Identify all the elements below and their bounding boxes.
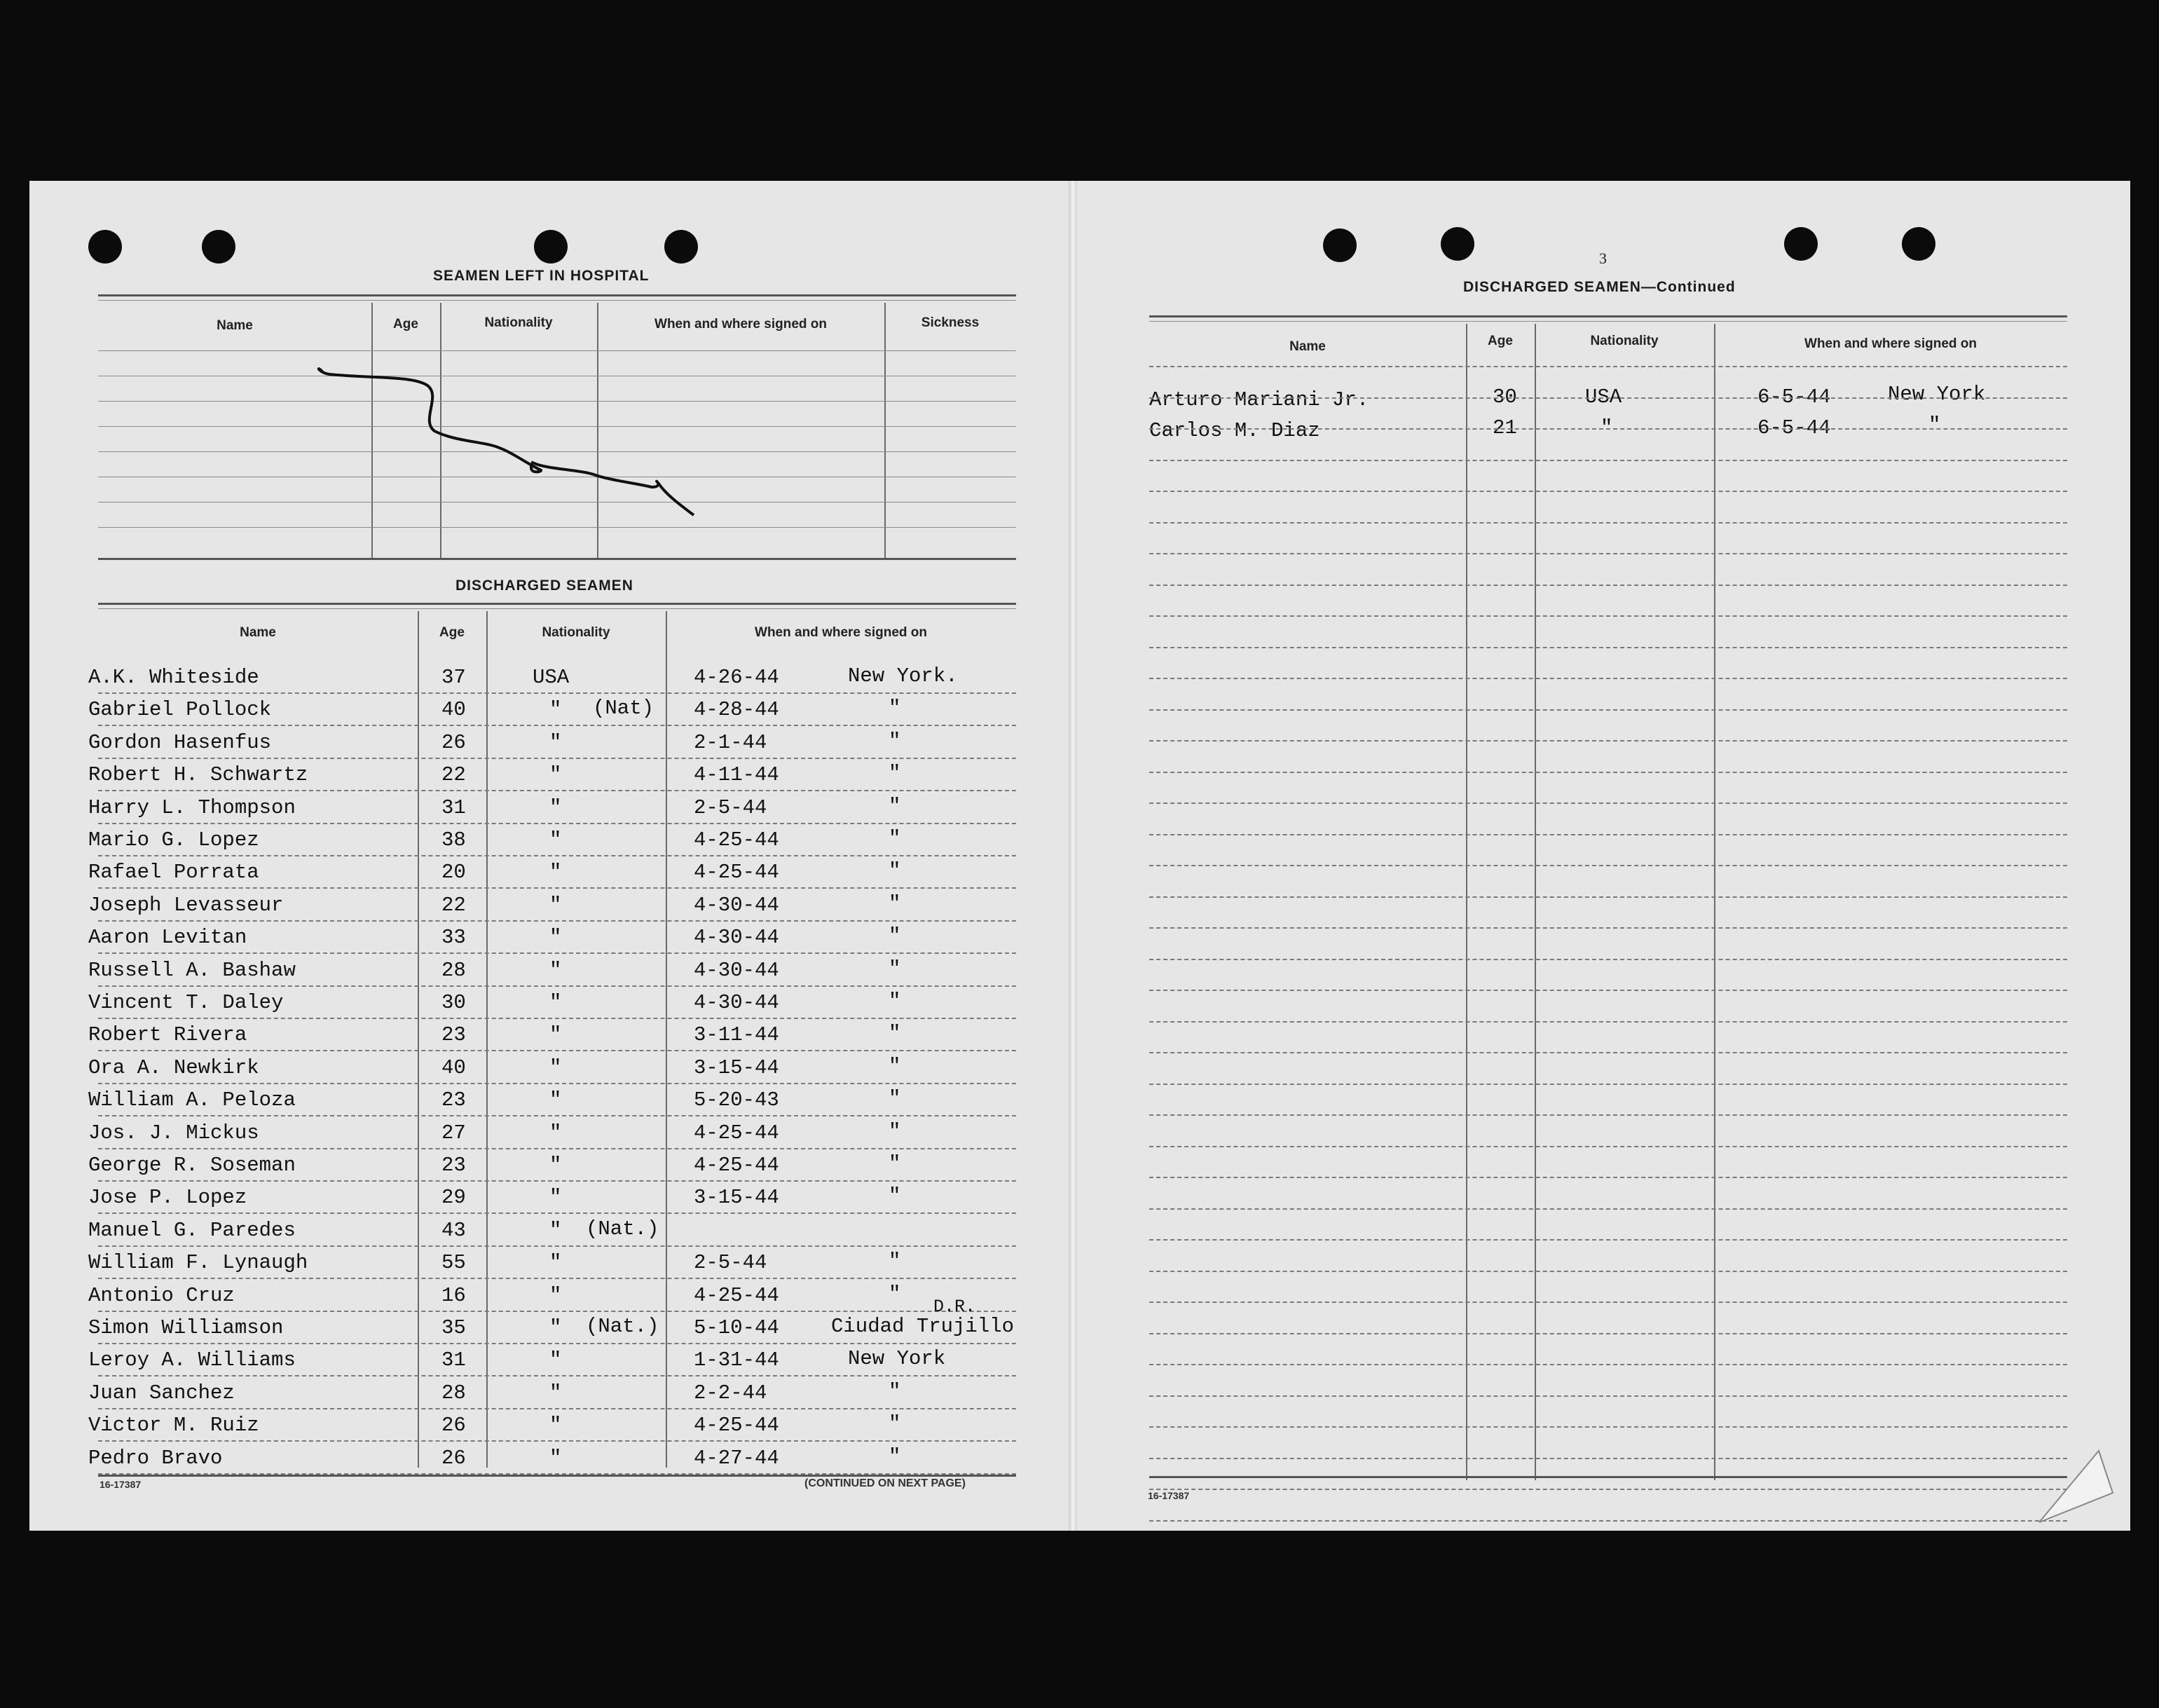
row-line: [1149, 896, 2067, 898]
discharged-header-name: Name: [240, 625, 276, 640]
seaman-name: Arturo Mariani Jr.: [1149, 388, 1369, 411]
row-line: [98, 887, 1016, 889]
seaman-age: 20: [441, 861, 466, 884]
row-line: [98, 952, 1016, 954]
seaman-signed-date: 4-25-44: [694, 828, 779, 852]
seaman-nationality: ": [549, 1251, 562, 1274]
seaman-age: 29: [441, 1186, 466, 1209]
continued-note: (CONTINUED ON NEXT PAGE): [804, 1477, 966, 1489]
seaman-nationality: ": [549, 828, 562, 852]
seaman-age: 23: [441, 1154, 466, 1177]
seaman-age: 35: [441, 1316, 466, 1339]
hospital-section-title: SEAMEN LEFT IN HOSPITAL: [433, 268, 650, 284]
seaman-nationality-note: (Nat.): [586, 1315, 659, 1338]
seaman-age: 55: [441, 1251, 466, 1274]
seaman-signed-place: ": [889, 1380, 901, 1403]
seaman-signed-date: 4-11-44: [694, 763, 779, 786]
seaman-signed-place: ": [1928, 414, 1941, 437]
form-number: 16-17387: [100, 1479, 142, 1490]
seaman-age: 23: [441, 1023, 466, 1046]
seaman-signed-place: ": [889, 827, 901, 850]
seaman-nationality: ": [549, 1381, 562, 1405]
right-header-nationality: Nationality: [1590, 334, 1659, 348]
row-line: [98, 725, 1016, 726]
seaman-signed-place: New York: [1888, 383, 1986, 406]
form-number-right: 16-17387: [1148, 1490, 1190, 1501]
seaman-name: Jos. J. Mickus: [88, 1121, 259, 1145]
seaman-signed-date: 4-25-44: [694, 861, 779, 884]
row-line: [98, 1180, 1016, 1182]
seaman-name: Jose P. Lopez: [88, 1186, 247, 1209]
page-number: 3: [1599, 250, 1607, 267]
seaman-nationality: ": [549, 1414, 562, 1437]
right-header-age: Age: [1488, 334, 1513, 348]
row-line: [1149, 585, 2067, 586]
seaman-signed-place: New York.: [848, 664, 958, 688]
seaman-nationality: ": [549, 1186, 562, 1209]
seaman-signed-date: 2-1-44: [694, 731, 767, 754]
seaman-nationality: ": [549, 959, 562, 982]
seaman-signed-date: 5-10-44: [694, 1316, 779, 1339]
row-line: [1149, 553, 2067, 554]
discharged-header-nationality: Nationality: [542, 625, 610, 640]
row-line: [1149, 491, 2067, 492]
seaman-signed-date: 4-25-44: [694, 1414, 779, 1437]
seaman-name: Pedro Bravo: [88, 1447, 223, 1470]
seaman-signed-place: ": [889, 1022, 901, 1045]
seaman-age: 26: [441, 1414, 466, 1437]
seaman-age: 33: [441, 926, 466, 949]
row-line: [1149, 522, 2067, 524]
hospital-header-name: Name: [217, 318, 253, 333]
seaman-nationality-note: (Nat): [593, 697, 654, 720]
seaman-signed-place: ": [889, 762, 901, 785]
hospital-header-sickness: Sickness: [921, 315, 980, 330]
row-line: [1149, 1520, 2067, 1522]
row-line: [98, 1408, 1016, 1409]
row-line: [98, 1278, 1016, 1279]
seaman-nationality: ": [549, 1121, 562, 1145]
row-line: [1149, 1084, 2067, 1085]
seaman-signed-date: 3-15-44: [694, 1186, 779, 1209]
seaman-signed-place: ": [889, 1445, 901, 1468]
row-line: [1149, 1333, 2067, 1334]
seaman-name: Gabriel Pollock: [88, 698, 272, 721]
punch-hole: [1441, 227, 1474, 261]
row-line: [98, 855, 1016, 856]
seaman-nationality: ": [549, 731, 562, 754]
seaman-name: Mario G. Lopez: [88, 828, 259, 852]
seaman-age: 23: [441, 1088, 466, 1112]
row-line: [1149, 678, 2067, 679]
seaman-age: 31: [441, 1348, 466, 1372]
row-line: [98, 692, 1016, 694]
place-note: D.R.: [933, 1297, 976, 1317]
seaman-signed-date: 4-25-44: [694, 1284, 779, 1307]
row-line: [1149, 772, 2067, 773]
seaman-signed-date: 4-25-44: [694, 1121, 779, 1145]
seaman-signed-date: 4-30-44: [694, 894, 779, 917]
seaman-name: Robert Rivera: [88, 1023, 247, 1046]
seaman-signed-place: ": [889, 1184, 901, 1208]
seaman-signed-place: ": [889, 795, 901, 818]
seaman-nationality: ": [549, 1316, 562, 1339]
seaman-name: A.K. Whiteside: [88, 666, 259, 689]
seaman-name: Gordon Hasenfus: [88, 731, 272, 754]
row-line: [98, 1245, 1016, 1247]
seaman-name: Simon Williamson: [88, 1316, 284, 1339]
seaman-name: Vincent T. Daley: [88, 991, 284, 1014]
row-line: [1149, 927, 2067, 929]
seaman-signed-place: ": [889, 730, 901, 753]
seaman-nationality: ": [549, 861, 562, 884]
row-line: [1149, 1364, 2067, 1365]
row-line: [1149, 1302, 2067, 1303]
seaman-signed-place: ": [889, 1412, 901, 1435]
row-line: [1149, 1239, 2067, 1241]
row-line: [98, 1083, 1016, 1084]
row-line: [1149, 1458, 2067, 1459]
seaman-age: 30: [441, 991, 466, 1014]
seaman-nationality: ": [549, 1447, 562, 1470]
row-line: [1149, 834, 2067, 835]
seaman-signed-place: ": [889, 957, 901, 981]
seaman-nationality: ": [549, 1219, 562, 1242]
seaman-nationality: ": [549, 763, 562, 786]
seaman-name: Juan Sanchez: [88, 1381, 235, 1405]
row-line: [1149, 615, 2067, 617]
row-line: [98, 920, 1016, 922]
seaman-signed-date: 5-20-43: [694, 1088, 779, 1112]
seaman-age: 40: [441, 1056, 466, 1079]
seaman-signed-date: 4-30-44: [694, 926, 779, 949]
row-line: [98, 1018, 1016, 1019]
seaman-signed-place: New York: [848, 1347, 946, 1370]
row-line: [98, 1440, 1016, 1442]
seaman-name: Russell A. Bashaw: [88, 959, 296, 982]
seaman-nationality: ": [549, 1088, 562, 1112]
seaman-nationality: ": [549, 1056, 562, 1079]
row-line: [1149, 1395, 2067, 1397]
row-line: [1149, 740, 2067, 742]
seaman-age: 22: [441, 894, 466, 917]
seaman-signed-date: 2-2-44: [694, 1381, 767, 1405]
row-line: [1149, 428, 2067, 430]
row-line: [1149, 1021, 2067, 1023]
seaman-nationality: ": [549, 1284, 562, 1307]
seaman-name: Ora A. Newkirk: [88, 1056, 259, 1079]
hospital-bottom-rule: [98, 558, 1016, 560]
seaman-nationality-note: (Nat.): [586, 1217, 659, 1241]
row-line: [98, 1212, 1016, 1214]
row-line: [1149, 1146, 2067, 1147]
seaman-signed-date: 4-30-44: [694, 991, 779, 1014]
row-line: [98, 1375, 1016, 1376]
row-line: [1149, 1489, 2067, 1490]
seaman-name: Manuel G. Paredes: [88, 1219, 296, 1242]
seaman-signed-place: ": [889, 1250, 901, 1273]
seaman-nationality: ": [549, 796, 562, 819]
seaman-signed-date: 1-31-44: [694, 1348, 779, 1372]
seaman-signed-place: ": [889, 1055, 901, 1078]
seaman-age: 40: [441, 698, 466, 721]
row-line: [1149, 460, 2067, 461]
discharged-header-when-where: When and where signed on: [755, 625, 927, 640]
seaman-age: 31: [441, 796, 466, 819]
seaman-signed-date: 6-5-44: [1757, 385, 1831, 409]
seaman-nationality: ": [549, 698, 562, 721]
seaman-nationality: ": [1601, 416, 1613, 439]
right-header-name: Name: [1289, 339, 1326, 354]
seaman-name: Robert H. Schwartz: [88, 763, 308, 786]
row-line: [1149, 990, 2067, 991]
row-line: [1149, 397, 2067, 399]
discharged-bottom-rule: [98, 1475, 1016, 1477]
seaman-signed-date: 4-27-44: [694, 1447, 779, 1470]
seaman-nationality: ": [549, 894, 562, 917]
row-line: [1149, 959, 2067, 960]
seaman-age: 22: [441, 763, 466, 786]
row-line: [98, 1050, 1016, 1051]
seaman-signed-date: 3-11-44: [694, 1023, 779, 1046]
page-fold: [1069, 181, 1077, 1531]
row-line: [1149, 1114, 2067, 1116]
discharged-continued-title: DISCHARGED SEAMEN—Continued: [1463, 279, 1736, 295]
row-line: [98, 758, 1016, 759]
seaman-signed-place: ": [889, 859, 901, 882]
seaman-signed-place: ": [889, 697, 901, 720]
row-line: [98, 823, 1016, 824]
seaman-nationality: ": [549, 1348, 562, 1372]
seaman-age: 26: [441, 731, 466, 754]
hospital-row-line: [98, 527, 1016, 528]
row-line: [1149, 802, 2067, 804]
row-line: [98, 1148, 1016, 1149]
seaman-name: Antonio Cruz: [88, 1284, 235, 1307]
seaman-signed-place: ": [889, 924, 901, 948]
seaman-age: 28: [441, 1381, 466, 1405]
hospital-row-line: [98, 350, 1016, 351]
right-header-when-where: When and where signed on: [1804, 336, 1977, 351]
punch-hole: [1784, 227, 1818, 261]
row-line: [1149, 647, 2067, 648]
row-line: [1149, 366, 2067, 367]
continued-bottom-rule: [1149, 1476, 2067, 1478]
seaman-nationality: ": [549, 1154, 562, 1177]
seaman-nationality: ": [549, 1023, 562, 1046]
seaman-age: 21: [1493, 416, 1517, 439]
seaman-name: Leroy A. Williams: [88, 1348, 296, 1372]
seaman-signed-place: ": [889, 1283, 901, 1306]
seaman-name: Victor M. Ruiz: [88, 1414, 259, 1437]
row-line: [1149, 865, 2067, 866]
hospital-header-age: Age: [393, 317, 418, 332]
discharged-section-title: DISCHARGED SEAMEN: [455, 578, 633, 594]
seaman-age: 28: [441, 959, 466, 982]
seaman-signed-date: 2-5-44: [694, 796, 767, 819]
seaman-nationality: ": [549, 926, 562, 949]
seaman-signed-place: ": [889, 990, 901, 1013]
seaman-signed-date: 4-26-44: [694, 666, 779, 689]
seaman-signed-date: 4-28-44: [694, 698, 779, 721]
seaman-name: Harry L. Thompson: [88, 796, 296, 819]
seaman-age: 37: [441, 666, 466, 689]
row-line: [1149, 1426, 2067, 1428]
seaman-age: 16: [441, 1284, 466, 1307]
seaman-name: Aaron Levitan: [88, 926, 247, 949]
punch-hole: [1902, 227, 1935, 261]
row-line: [98, 1311, 1016, 1312]
punch-hole: [1323, 228, 1357, 262]
row-line: [1149, 709, 2067, 711]
row-line: [1149, 1208, 2067, 1210]
seaman-name: George R. Soseman: [88, 1154, 296, 1177]
hospital-header-nationality: Nationality: [484, 315, 553, 330]
seaman-age: 27: [441, 1121, 466, 1145]
seaman-signed-date: 4-30-44: [694, 959, 779, 982]
seaman-signed-date: 2-5-44: [694, 1251, 767, 1274]
punch-hole: [88, 230, 122, 264]
seaman-nationality: USA: [1585, 385, 1622, 409]
seaman-name: William A. Peloza: [88, 1088, 296, 1112]
seaman-signed-place: ": [889, 1152, 901, 1175]
seaman-signed-place: ": [889, 1120, 901, 1143]
row-line: [1149, 1271, 2067, 1272]
seaman-age: 26: [441, 1447, 466, 1470]
seaman-signed-date: 3-15-44: [694, 1056, 779, 1079]
seaman-age: 30: [1493, 385, 1517, 409]
row-line: [1149, 1177, 2067, 1178]
seaman-age: 38: [441, 828, 466, 852]
seaman-nationality: ": [549, 991, 562, 1014]
seaman-age: 43: [441, 1219, 466, 1242]
seaman-nationality: USA: [533, 666, 570, 689]
cancel-scribble: [315, 364, 708, 526]
row-line: [98, 790, 1016, 791]
seaman-name: Joseph Levasseur: [88, 894, 284, 917]
discharged-header-age: Age: [439, 625, 465, 640]
punch-hole: [202, 230, 235, 264]
punch-hole: [664, 230, 698, 264]
seaman-signed-place: ": [889, 892, 901, 915]
row-line: [98, 1115, 1016, 1116]
seaman-name: William F. Lynaugh: [88, 1251, 308, 1274]
seaman-name: Rafael Porrata: [88, 861, 259, 884]
seaman-signed-place: ": [889, 1087, 901, 1110]
punch-hole: [534, 230, 568, 264]
row-line: [98, 985, 1016, 987]
row-line: [98, 1343, 1016, 1344]
seaman-signed-date: 6-5-44: [1757, 416, 1831, 439]
row-line: [1149, 1052, 2067, 1053]
seaman-name: Carlos M. Diaz: [1149, 419, 1320, 442]
hospital-header-when-where: When and where signed on: [654, 317, 827, 332]
seaman-signed-place: Ciudad Trujillo: [831, 1315, 1015, 1338]
seaman-signed-date: 4-25-44: [694, 1154, 779, 1177]
curled-corner: [2032, 1444, 2116, 1528]
